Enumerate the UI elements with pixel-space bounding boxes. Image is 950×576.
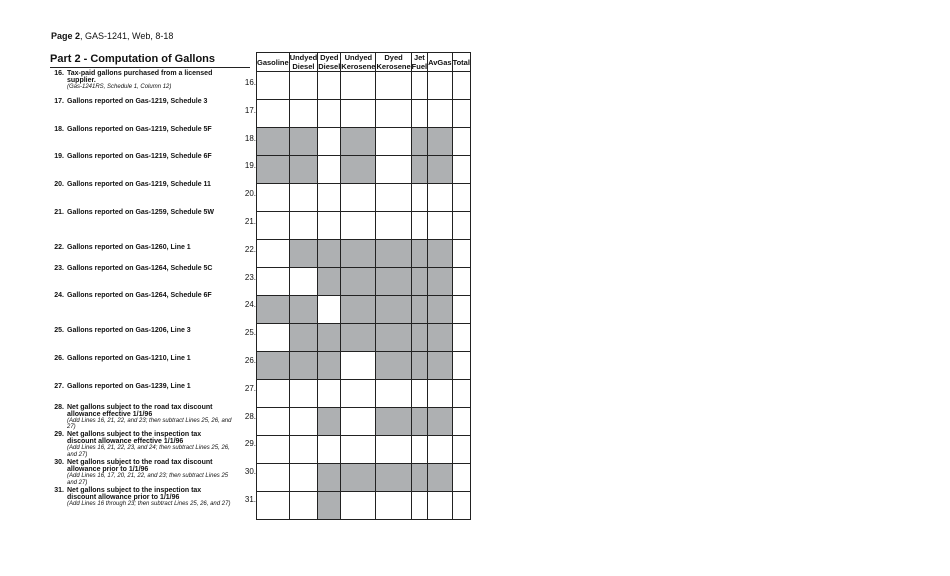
line-number: 24. [244, 300, 256, 310]
entry-cell[interactable] [257, 100, 290, 128]
column-header-row [257, 53, 471, 72]
row-number: 19. [54, 153, 64, 161]
column-header: Undyed Kerosene [341, 53, 376, 71]
row-label [50, 262, 256, 290]
row-label [50, 428, 256, 456]
entry-cell[interactable] [318, 212, 341, 240]
shaded-cell [341, 324, 376, 352]
shaded-cell [318, 464, 341, 492]
table-row [257, 212, 471, 240]
entry-cell[interactable] [411, 380, 427, 408]
row-label [50, 206, 256, 234]
shaded-cell [341, 240, 376, 268]
entry-cell[interactable] [289, 408, 318, 436]
entry-cell[interactable] [452, 352, 470, 380]
row-description [67, 383, 232, 390]
column-header: Dyed Kerosene [376, 53, 411, 71]
line-number: 19. [244, 161, 256, 171]
entry-cell[interactable] [376, 492, 411, 520]
row-sub-text: (Add Lines 16, 17, 20, 21, 22, and 23; then subtract Lines 25 and 27) [67, 473, 229, 486]
row-main-text: Gallons reported on Gas-1264, Schedule 6F [67, 292, 212, 300]
shaded-cell [428, 296, 453, 324]
entry-cell[interactable] [411, 492, 427, 520]
row-description [67, 98, 232, 105]
row-main-text: Gallons reported on Gas-1260, Line 1 [67, 243, 191, 251]
shaded-cell [411, 156, 427, 184]
row-number: 20. [54, 181, 64, 189]
row-main-text: Gallons reported on Gas-1219, Schedule 5F [67, 125, 212, 133]
row-description [67, 459, 232, 486]
entry-cell[interactable] [341, 492, 376, 520]
shaded-cell [428, 128, 453, 156]
line-number: 31. [244, 495, 256, 504]
table-row [257, 324, 471, 352]
entry-cell[interactable] [428, 380, 453, 408]
entry-cell[interactable] [257, 212, 290, 240]
entry-cell[interactable] [318, 296, 341, 324]
shaded-cell [428, 240, 453, 268]
entry-cell[interactable] [257, 464, 290, 492]
shaded-cell [318, 268, 341, 296]
column-header: Undyed Diesel [289, 53, 318, 71]
table-row [257, 184, 471, 212]
entry-cell[interactable] [452, 156, 470, 184]
shaded-cell [411, 128, 427, 156]
row-description [67, 292, 232, 299]
entry-cell[interactable] [452, 72, 470, 100]
row-description [67, 244, 232, 251]
entry-cell[interactable] [257, 408, 290, 436]
row-main-text: Gallons reported on Gas-1219, Schedule 3 [67, 97, 208, 105]
entry-cell[interactable] [452, 408, 470, 436]
entry-cell[interactable] [428, 212, 453, 240]
entry-cell[interactable] [257, 268, 290, 296]
entry-cell[interactable] [318, 156, 341, 184]
row-number: 16. [54, 70, 64, 77]
entry-cell[interactable] [289, 436, 318, 464]
shaded-cell [318, 324, 341, 352]
table-row [257, 156, 471, 184]
row-main-text: Gallons reported on Gas-1210, Line 1 [67, 355, 191, 362]
shaded-cell [257, 156, 290, 184]
entry-cell[interactable] [376, 212, 411, 240]
column-header: Jet Fuel [411, 53, 428, 71]
line-number: 17. [244, 105, 256, 115]
shaded-cell [428, 268, 453, 296]
column-header: Total [452, 53, 470, 72]
shaded-cell [318, 408, 341, 436]
entry-cell[interactable] [376, 184, 411, 212]
entry-cell[interactable] [341, 352, 376, 380]
entry-cell[interactable] [428, 436, 453, 464]
entry-cell[interactable] [289, 268, 318, 296]
row-description [67, 265, 232, 272]
table-row [257, 464, 471, 492]
row-main-text: Gallons reported on Gas-1264, Schedule 5C [67, 264, 213, 272]
table-row [257, 408, 471, 436]
shaded-cell [376, 296, 411, 324]
shaded-cell [376, 408, 411, 436]
part-title: Part 2 - Computation of Gallons [50, 52, 250, 68]
row-main-text: Gallons reported on Gas-1259, Schedule 5W [67, 209, 215, 216]
row-label [50, 317, 256, 345]
row-sub-text: (Add Lines 16, 21, 22, and 23; then subtract Lines 25, 26, and 27) [67, 417, 232, 431]
entry-cell[interactable] [341, 436, 376, 464]
shaded-cell [257, 352, 290, 380]
row-description [67, 431, 232, 458]
line-number: 28. [244, 411, 256, 421]
table-row [257, 380, 471, 408]
row-number: 18. [54, 125, 64, 133]
entry-cell[interactable] [341, 380, 376, 408]
shaded-cell [257, 128, 290, 156]
line-number: 21. [244, 217, 256, 226]
shaded-cell [289, 296, 318, 324]
row-sub-text: (Add Lines 16 through 23; then subtract Lines 25, 26, and 27) [67, 501, 231, 507]
row-main-text: Gallons reported on Gas-1219, Schedule 11 [67, 181, 211, 189]
row-label [50, 345, 256, 373]
entry-cell[interactable] [341, 408, 376, 436]
row-description [67, 153, 232, 160]
table-row [257, 492, 471, 520]
shaded-cell [428, 156, 453, 184]
row-description [67, 404, 232, 431]
entry-cell[interactable] [341, 100, 376, 128]
shaded-cell [318, 240, 341, 268]
row-number: 24. [54, 292, 64, 300]
shaded-cell [376, 464, 411, 492]
entry-cell[interactable] [257, 492, 290, 520]
entry-cell[interactable] [411, 436, 427, 464]
entry-cell[interactable] [428, 492, 453, 520]
row-sub-text: (Add Lines 16, 21, 22, 23, and 24; then subtract Lines 25, 26, and 27) [67, 445, 230, 458]
shaded-cell [411, 352, 427, 380]
row-number: 25. [54, 327, 64, 335]
shaded-cell [318, 492, 341, 520]
shaded-cell [289, 156, 318, 184]
row-label [50, 373, 256, 401]
row-label [50, 178, 256, 206]
entry-cell[interactable] [257, 240, 290, 268]
row-main-text: Gallons reported on Gas-1206, Line 3 [67, 327, 191, 335]
shaded-cell [411, 464, 427, 492]
row-label [50, 67, 256, 95]
entry-cell[interactable] [376, 128, 411, 156]
shaded-cell [411, 240, 427, 268]
gallons-grid [256, 52, 471, 520]
column-header: Gasoline [257, 53, 290, 72]
shaded-cell [341, 156, 376, 184]
entry-cell[interactable] [289, 492, 318, 520]
shaded-cell [289, 352, 318, 380]
line-number: 20. [244, 189, 256, 199]
row-label [50, 123, 256, 151]
line-number: 27. [244, 383, 256, 393]
entry-cell[interactable] [376, 380, 411, 408]
row-number: 30. [54, 459, 64, 467]
entry-cell[interactable] [428, 184, 453, 212]
row-number: 29. [54, 431, 64, 439]
entry-cell[interactable] [452, 296, 470, 324]
shaded-cell [428, 464, 453, 492]
entry-cell[interactable] [318, 100, 341, 128]
entry-cell[interactable] [318, 184, 341, 212]
row-main-text: Gallons reported on Gas-1219, Schedule 6F [67, 153, 212, 161]
entry-cell[interactable] [428, 72, 453, 100]
shaded-cell [341, 268, 376, 296]
shaded-cell [341, 464, 376, 492]
page-header [51, 31, 173, 41]
entry-cell[interactable] [257, 184, 290, 212]
entry-cell[interactable] [341, 212, 376, 240]
shaded-cell [376, 352, 411, 380]
shaded-cell [289, 128, 318, 156]
row-label [50, 401, 256, 429]
row-main-text: Gallons reported on Gas-1239, Line 1 [67, 382, 191, 390]
table-row [257, 72, 471, 100]
shaded-cell [257, 296, 290, 324]
table-row [257, 352, 471, 380]
row-description [67, 355, 232, 362]
table-row [257, 128, 471, 156]
line-number: 18. [244, 133, 256, 143]
entry-cell[interactable] [452, 436, 470, 464]
column-header: AvGas [428, 53, 453, 72]
entry-cell[interactable] [376, 72, 411, 100]
row-description [67, 327, 232, 334]
entry-cell[interactable] [257, 380, 290, 408]
entry-cell[interactable] [428, 100, 453, 128]
entry-cell[interactable] [411, 212, 427, 240]
row-main-text: Net gallons subject to the road tax discount allowance effective 1/1/96 [67, 403, 213, 418]
shaded-cell [411, 324, 427, 352]
entry-cell[interactable] [257, 324, 290, 352]
line-number: 26. [244, 356, 256, 365]
entry-cell[interactable] [376, 436, 411, 464]
row-description [67, 126, 232, 133]
row-number: 26. [54, 355, 64, 362]
table-row [257, 268, 471, 296]
entry-cell[interactable] [411, 72, 427, 100]
row-number: 17. [54, 97, 64, 105]
row-description [67, 209, 232, 216]
row-main-text: Net gallons subject to the inspection tax discount allowance prior to 1/1/96 [67, 487, 202, 501]
entry-cell[interactable] [452, 212, 470, 240]
row-main-text: Tax-paid gallons purchased from a licensed supplier. [67, 70, 213, 84]
shaded-cell [289, 324, 318, 352]
entry-cell[interactable] [289, 212, 318, 240]
line-number: 30. [244, 467, 256, 477]
entry-cell[interactable] [341, 72, 376, 100]
table-row [257, 100, 471, 128]
entry-cell[interactable] [452, 240, 470, 268]
shaded-cell [428, 408, 453, 436]
shaded-cell [289, 240, 318, 268]
row-label [50, 150, 256, 178]
shaded-cell [428, 324, 453, 352]
row-main-text: Net gallons subject to the inspection tax discount allowance effective 1/1/96 [67, 431, 202, 446]
row-number: 31. [54, 487, 64, 494]
line-number: 16. [244, 78, 256, 87]
row-number: 27. [54, 382, 64, 390]
entry-cell[interactable] [411, 100, 427, 128]
entry-cell[interactable] [376, 156, 411, 184]
entry-cell[interactable] [452, 492, 470, 520]
row-label [50, 484, 256, 512]
line-number: 29. [244, 439, 256, 449]
entry-cell[interactable] [318, 72, 341, 100]
entry-cell[interactable] [452, 100, 470, 128]
row-label [50, 456, 256, 484]
line-number: 23. [244, 272, 256, 282]
entry-cell[interactable] [411, 184, 427, 212]
row-number: 21. [54, 209, 64, 216]
row-number: 23. [54, 264, 64, 272]
entry-cell[interactable] [289, 72, 318, 100]
shaded-cell [428, 352, 453, 380]
form-info: , GAS-1241, Web, 8-18 [80, 31, 174, 41]
table-row [257, 296, 471, 324]
entry-cell[interactable] [289, 184, 318, 212]
column-header: Dyed Diesel [318, 53, 341, 71]
row-description [67, 70, 232, 91]
shaded-cell [318, 352, 341, 380]
entry-cell[interactable] [257, 72, 290, 100]
shaded-cell [341, 296, 376, 324]
entry-cell[interactable] [452, 128, 470, 156]
row-label [50, 95, 256, 123]
row-number: 22. [54, 243, 64, 251]
line-number: 22. [244, 244, 256, 254]
entry-cell[interactable] [452, 464, 470, 492]
table-row [257, 240, 471, 268]
row-sub-text: (Gas-1241RS, Schedule 1, Column 12) [67, 84, 172, 90]
entry-cell[interactable] [341, 184, 376, 212]
row-number: 28. [54, 403, 64, 411]
row-label [50, 289, 256, 317]
entry-cell[interactable] [318, 128, 341, 156]
entry-cell[interactable] [452, 324, 470, 352]
entry-cell[interactable] [452, 184, 470, 212]
line-number: 25. [244, 328, 256, 338]
entry-cell[interactable] [318, 380, 341, 408]
row-label [50, 234, 256, 262]
row-main-text: Net gallons subject to the road tax discount allowance prior to 1/1/96 [67, 459, 213, 474]
entry-cell[interactable] [289, 380, 318, 408]
shaded-cell [411, 296, 427, 324]
page-label: Page 2 [51, 31, 81, 41]
entry-cell[interactable] [376, 100, 411, 128]
entry-cell[interactable] [289, 100, 318, 128]
shaded-cell [411, 268, 427, 296]
row-description [67, 181, 232, 188]
entry-cell[interactable] [289, 464, 318, 492]
entry-cell[interactable] [257, 436, 290, 464]
shaded-cell [411, 408, 427, 436]
table-row [257, 436, 471, 464]
entry-cell[interactable] [318, 436, 341, 464]
entry-cell[interactable] [452, 380, 470, 408]
shaded-cell [376, 268, 411, 296]
shaded-cell [341, 128, 376, 156]
shaded-cell [376, 240, 411, 268]
shaded-cell [376, 324, 411, 352]
entry-cell[interactable] [452, 268, 470, 296]
row-description [67, 487, 232, 508]
